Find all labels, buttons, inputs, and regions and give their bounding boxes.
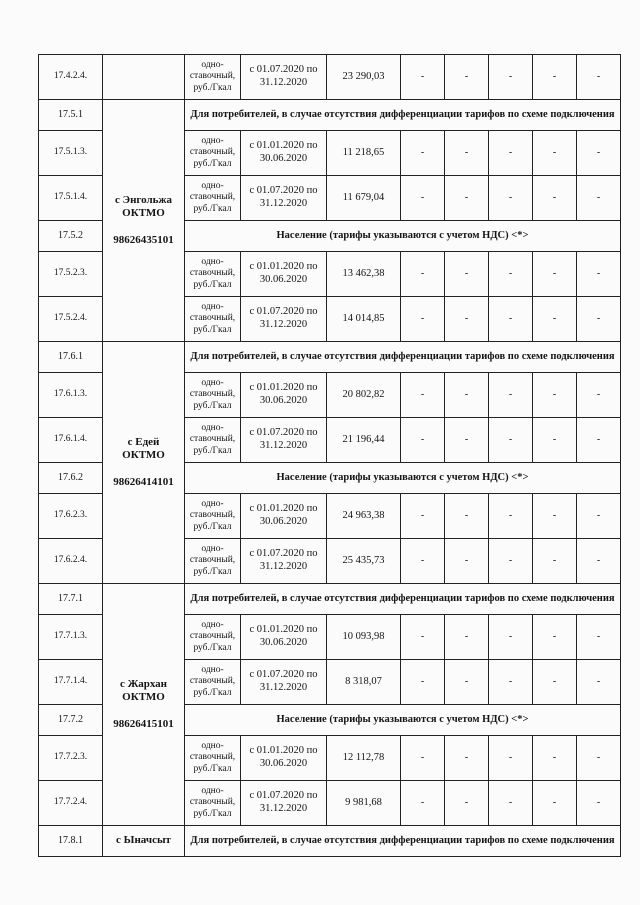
location-cell <box>103 100 185 342</box>
location-name: с Жархан <box>119 677 168 690</box>
empty-value-cell: - <box>489 660 533 705</box>
empty-value-cell: - <box>401 131 445 176</box>
empty-value-cell: - <box>533 176 577 221</box>
empty-value-cell: - <box>401 781 445 826</box>
section-code: 17.8.1 <box>39 826 103 857</box>
section-code: 17.6.2 <box>39 463 103 494</box>
tariff-unit: одно-ставочный, руб./Гкал <box>185 176 241 221</box>
tariff-price: 11 218,65 <box>327 131 401 176</box>
empty-value-cell: - <box>577 131 621 176</box>
section-header: Для потребителей, в случае отсутствия дифференциации тарифов по схеме подключения <box>185 826 621 857</box>
row-code: 17.7.2.4. <box>39 781 103 826</box>
location-cell <box>103 584 185 826</box>
empty-value-cell: - <box>401 252 445 297</box>
empty-value-cell: - <box>533 373 577 418</box>
empty-value-cell: - <box>489 418 533 463</box>
tariff-price: 14 014,85 <box>327 297 401 342</box>
empty-value-cell: - <box>445 418 489 463</box>
empty-value-cell: - <box>577 55 621 100</box>
empty-value-cell: - <box>445 781 489 826</box>
section-code: 17.6.1 <box>39 342 103 373</box>
row-code: 17.4.2.4. <box>39 55 103 100</box>
section-code: 17.5.2 <box>39 221 103 252</box>
empty-value-cell: - <box>489 55 533 100</box>
tariff-period: с 01.01.2020 по 30.06.2020 <box>241 736 327 781</box>
empty-value-cell: - <box>533 252 577 297</box>
empty-value-cell: - <box>533 615 577 660</box>
empty-value-cell: - <box>577 297 621 342</box>
empty-value-cell: - <box>401 176 445 221</box>
empty-value-cell: - <box>445 494 489 539</box>
empty-value-cell: - <box>489 176 533 221</box>
oktmo-code: 98626414101 <box>113 476 174 489</box>
section-code: 17.5.1 <box>39 100 103 131</box>
tariff-unit: одно-ставочный, руб./Гкал <box>185 373 241 418</box>
row-code: 17.7.2.3. <box>39 736 103 781</box>
tariff-price: 8 318,07 <box>327 660 401 705</box>
empty-value-cell: - <box>401 55 445 100</box>
section-header: Население (тарифы указываются с учетом НДС) <*> <box>185 463 621 494</box>
table-row <box>39 55 621 100</box>
empty-value-cell: - <box>533 55 577 100</box>
tariff-price: 23 290,03 <box>327 55 401 100</box>
empty-value-cell: - <box>577 539 621 584</box>
empty-value-cell: - <box>401 615 445 660</box>
empty-value-cell: - <box>577 736 621 781</box>
tariff-unit: одно-ставочный, руб./Гкал <box>185 736 241 781</box>
empty-value-cell: - <box>533 131 577 176</box>
tariff-price: 12 112,78 <box>327 736 401 781</box>
tariff-price: 21 196,44 <box>327 418 401 463</box>
tariff-price: 11 679,04 <box>327 176 401 221</box>
empty-value-cell: - <box>489 781 533 826</box>
empty-value-cell: - <box>533 494 577 539</box>
tariff-period: с 01.01.2020 по 30.06.2020 <box>241 252 327 297</box>
row-code: 17.5.1.3. <box>39 131 103 176</box>
empty-value-cell: - <box>445 176 489 221</box>
empty-value-cell: - <box>445 55 489 100</box>
oktmo-label: ОКТМО <box>122 448 165 461</box>
tariff-unit: одно-ставочный, руб./Гкал <box>185 131 241 176</box>
empty-value-cell: - <box>401 418 445 463</box>
tariff-period: с 01.01.2020 по 30.06.2020 <box>241 131 327 176</box>
empty-value-cell: - <box>577 615 621 660</box>
empty-value-cell: - <box>533 297 577 342</box>
tariff-unit: одно-ставочный, руб./Гкал <box>185 660 241 705</box>
tariff-period: с 01.01.2020 по 30.06.2020 <box>241 615 327 660</box>
empty-value-cell: - <box>533 418 577 463</box>
empty-value-cell: - <box>489 736 533 781</box>
tariff-unit: одно-ставочный, руб./Гкал <box>185 539 241 584</box>
empty-value-cell: - <box>401 660 445 705</box>
tariff-price: 13 462,38 <box>327 252 401 297</box>
tariff-period: с 01.07.2020 по 31.12.2020 <box>241 55 327 100</box>
section-code: 17.7.2 <box>39 705 103 736</box>
empty-value-cell: - <box>577 781 621 826</box>
location-cell <box>103 826 185 857</box>
empty-value-cell: - <box>489 494 533 539</box>
empty-value-cell: - <box>489 131 533 176</box>
section-header: Население (тарифы указываются с учетом НДС) <*> <box>185 221 621 252</box>
empty-value-cell: - <box>401 297 445 342</box>
row-code: 17.6.1.4. <box>39 418 103 463</box>
empty-value-cell: - <box>489 539 533 584</box>
tariff-unit: одно-ставочный, руб./Гкал <box>185 781 241 826</box>
empty-value-cell: - <box>533 781 577 826</box>
tariff-unit: одно-ставочный, руб./Гкал <box>185 55 241 100</box>
oktmo-label: ОКТМО <box>122 206 165 219</box>
empty-value-cell: - <box>445 736 489 781</box>
row-code: 17.6.1.3. <box>39 373 103 418</box>
empty-value-cell: - <box>445 373 489 418</box>
row-code: 17.7.1.4. <box>39 660 103 705</box>
empty-value-cell: - <box>533 736 577 781</box>
row-code: 17.6.2.3. <box>39 494 103 539</box>
row-code: 17.5.2.4. <box>39 297 103 342</box>
section-header: Для потребителей, в случае отсутствия дифференциации тарифов по схеме подключения <box>185 100 621 131</box>
empty-value-cell: - <box>577 660 621 705</box>
tariff-period: с 01.07.2020 по 31.12.2020 <box>241 297 327 342</box>
empty-value-cell: - <box>445 660 489 705</box>
tariff-period: с 01.07.2020 по 31.12.2020 <box>241 176 327 221</box>
section-header: Для потребителей, в случае отсутствия дифференциации тарифов по схеме подключения <box>185 342 621 373</box>
empty-value-cell: - <box>577 373 621 418</box>
location-name: с Ыначсыт <box>116 834 171 847</box>
tariff-price: 9 981,68 <box>327 781 401 826</box>
tariff-period: с 01.07.2020 по 31.12.2020 <box>241 660 327 705</box>
empty-value-cell: - <box>401 494 445 539</box>
location-name: с Едей <box>127 435 160 448</box>
tariff-unit: одно-ставочный, руб./Гкал <box>185 494 241 539</box>
tariff-period: с 01.01.2020 по 30.06.2020 <box>241 373 327 418</box>
section-header: Для потребителей, в случае отсутствия дифференциации тарифов по схеме подключения <box>185 584 621 615</box>
tariff-unit: одно-ставочный, руб./Гкал <box>185 615 241 660</box>
empty-value-cell: - <box>489 297 533 342</box>
row-code: 17.5.2.3. <box>39 252 103 297</box>
tariff-price: 24 963,38 <box>327 494 401 539</box>
empty-value-cell: - <box>489 252 533 297</box>
row-code: 17.7.1.3. <box>39 615 103 660</box>
oktmo-code: 98626415101 <box>113 718 174 731</box>
empty-value-cell: - <box>577 494 621 539</box>
empty-value-cell: - <box>577 418 621 463</box>
tariff-unit: одно-ставочный, руб./Гкал <box>185 252 241 297</box>
empty-value-cell: - <box>533 539 577 584</box>
tariff-unit: одно-ставочный, руб./Гкал <box>185 418 241 463</box>
location-cell <box>103 342 185 584</box>
empty-value-cell: - <box>533 660 577 705</box>
section-code: 17.7.1 <box>39 584 103 615</box>
empty-value-cell: - <box>445 297 489 342</box>
oktmo-code: 98626435101 <box>113 234 174 247</box>
tariff-table <box>38 54 621 857</box>
empty-value-cell: - <box>445 615 489 660</box>
empty-value-cell: - <box>445 539 489 584</box>
tariff-period: с 01.07.2020 по 31.12.2020 <box>241 418 327 463</box>
tariff-price: 10 093,98 <box>327 615 401 660</box>
tariff-period: с 01.07.2020 по 31.12.2020 <box>241 539 327 584</box>
section-header: Население (тарифы указываются с учетом НДС) <*> <box>185 705 621 736</box>
empty-value-cell: - <box>401 373 445 418</box>
empty-value-cell: - <box>577 176 621 221</box>
empty-value-cell: - <box>401 539 445 584</box>
empty-value-cell: - <box>577 252 621 297</box>
empty-value-cell: - <box>445 252 489 297</box>
tariff-unit: одно-ставочный, руб./Гкал <box>185 297 241 342</box>
location-name: с Энгольжа <box>115 193 172 206</box>
location-cell <box>103 55 185 100</box>
tariff-price: 20 802,82 <box>327 373 401 418</box>
row-code: 17.5.1.4. <box>39 176 103 221</box>
tariff-price: 25 435,73 <box>327 539 401 584</box>
tariff-table-body <box>39 55 621 857</box>
tariff-period: с 01.01.2020 по 30.06.2020 <box>241 494 327 539</box>
tariff-period: с 01.07.2020 по 31.12.2020 <box>241 781 327 826</box>
empty-value-cell: - <box>445 131 489 176</box>
empty-value-cell: - <box>401 736 445 781</box>
row-code: 17.6.2.4. <box>39 539 103 584</box>
empty-value-cell: - <box>489 373 533 418</box>
empty-value-cell: - <box>489 615 533 660</box>
oktmo-label: ОКТМО <box>122 690 165 703</box>
